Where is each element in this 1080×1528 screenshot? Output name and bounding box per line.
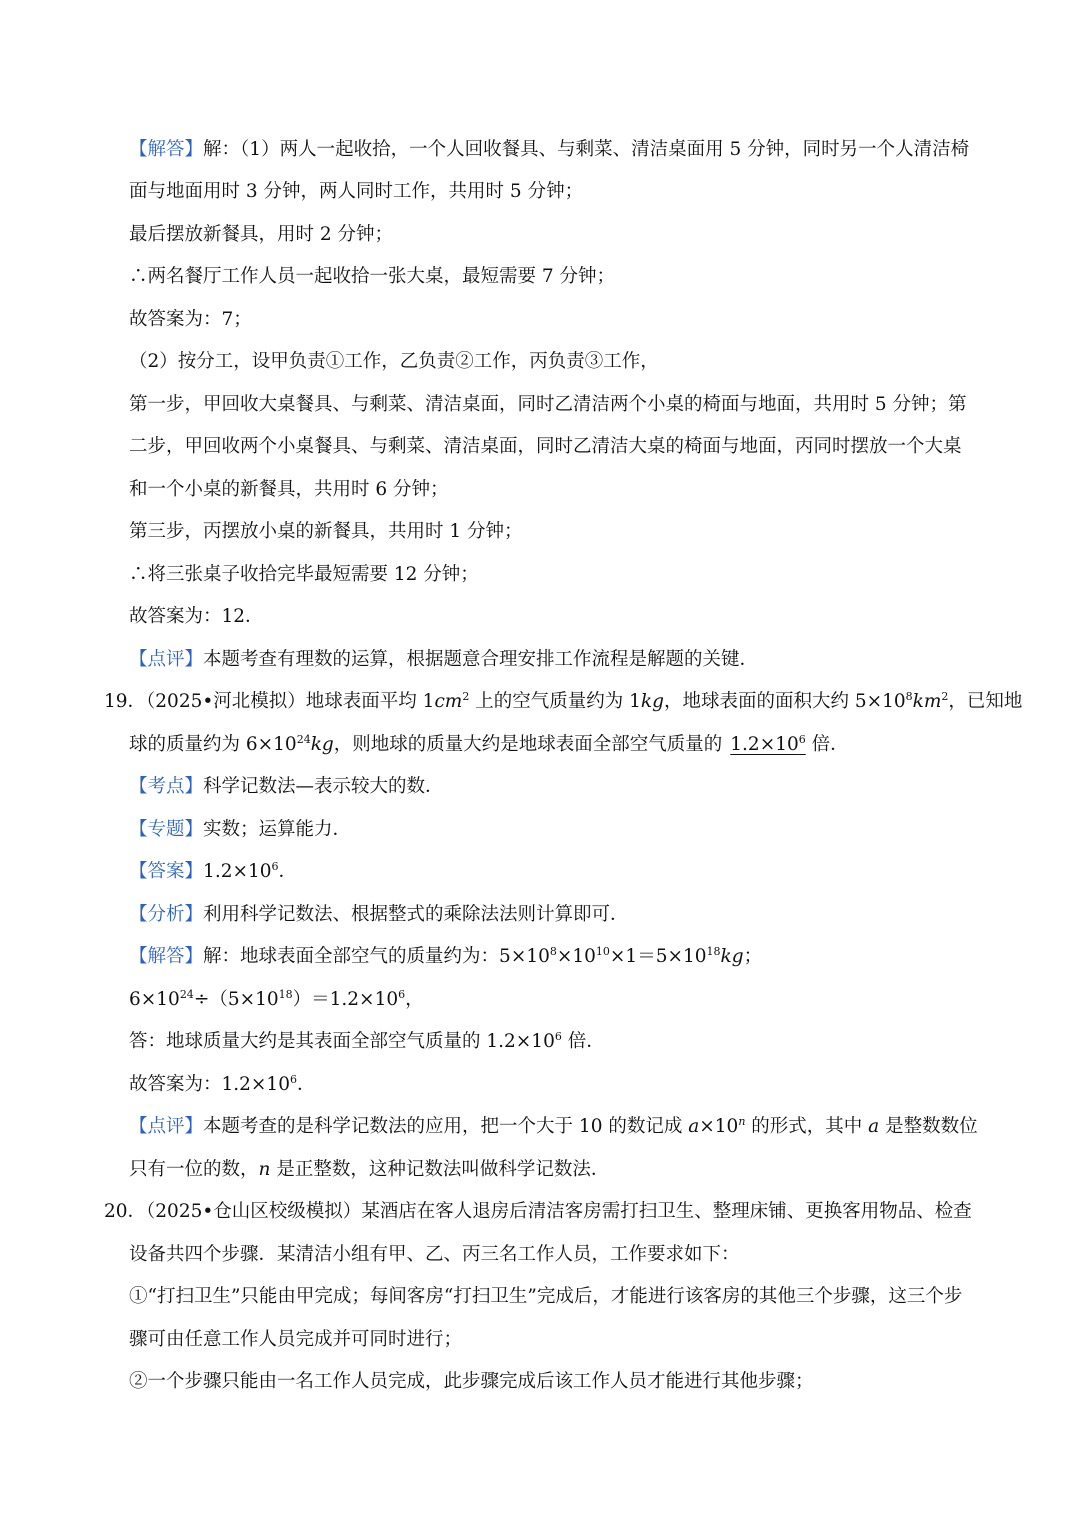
q18-solution-line-8: 二步，甲回收两个小桌餐具、与剩菜、清洁桌面，同时乙清洁大桌的椅面与地面，丙同时摆放一个大桌 [129, 436, 962, 457]
fenxi-tag: 【分析】 [129, 904, 204, 925]
q19-comment-line-1: 【点评】本题考查的是科学记数法的应用，把一个大于 10 的数记成 $a\times 10^n$ 的形式，其中 a 是整数数位 [129, 1115, 978, 1137]
q20-stem-line-1: 20．（2025•仓山区校级模拟）某酒店在客人退房后清洁客房需打扫卫生、整理床铺、更换客用物品、检查 [104, 1201, 972, 1222]
q19-zhuanti: 【专题】实数；运算能力． [129, 819, 352, 840]
q19-solution-line-1: 【解答】解：地球表面全部空气的质量约为：$5\times 10^8\times 10^{10}\times 1=5\times 10^{18}kg$； [129, 945, 763, 967]
jieda-tag: 【解答】 [129, 946, 204, 967]
q18-solution-line-6: （2）按分工，设甲负责①工作，乙负责②工作，丙负责③工作， [129, 351, 659, 372]
zhuanti-tag: 【专题】 [129, 819, 204, 840]
q18-solution-line-2: 面与地面用时 3 分钟，两人同时工作，共用时 5 分钟； [129, 181, 584, 202]
q20-stem-line-2: 设备共四个步骤．某清洁小组有甲、乙、丙三名工作人员，工作要求如下： [129, 1244, 740, 1265]
q18-solution-line-3: 最后摆放新餐具，用时 2 分钟； [129, 224, 394, 245]
dianping-tag: 【点评】 [129, 1116, 204, 1137]
q19-stem-line-2: 球的质量约为 $6\times 10^{24}kg$，则地球的质量大约是地球表面全部空气质量的 $1.2\times 10^6$ 倍． [129, 733, 849, 755]
dianping-tag: 【点评】 [129, 649, 204, 670]
kaodian-tag: 【考点】 [129, 776, 204, 797]
q18-answer-1: 故答案为：7； [129, 309, 252, 330]
q19-fenxi: 【分析】利用科学记数法、根据整式的乘除法法则计算即可． [129, 904, 629, 925]
q20-requirement-2: ②一个步骤只能由一名工作人员完成，此步骤完成后该工作人员才能进行其他步骤； [129, 1371, 814, 1392]
q18-answer-2: 故答案为：12． [129, 606, 264, 627]
q19-kaodian: 【考点】科学记数法—表示较大的数． [129, 776, 444, 797]
q19-solution-line-3: 答：地球质量大约是其表面全部空气质量的 $1.2\times 10^6$ 倍． [129, 1030, 605, 1052]
q18-solution-line-9: 和一个小桌的新餐具，共用时 6 分钟； [129, 479, 449, 500]
q19-comment-line-2: 只有一位的数，n 是正整数，这种记数法叫做科学记数法． [129, 1159, 610, 1180]
q20-requirement-1-cont: 骤可由任意工作人员完成并可同时进行； [129, 1329, 463, 1350]
daan-tag: 【答案】 [129, 861, 204, 882]
q19-answer-blank: $1.2\times 10^6$ [730, 733, 806, 755]
q19-daan: 【答案】$1.2\times 10^6$． [129, 860, 298, 882]
q18-solution-line-7: 第一步，甲回收大桌餐具、与剩菜、清洁桌面，同时乙清洁两个小桌的椅面与地面，共用时 5 分钟；第 [129, 394, 967, 415]
q18-solution-line-11: ∴将三张桌子收拾完毕最短需要 12 分钟； [129, 564, 479, 585]
jieda-tag: 【解答】 [129, 139, 204, 160]
q18-comment: 【点评】本题考查有理数的运算，根据题意合理安排工作流程是解题的关键． [129, 649, 759, 670]
q19-solution-line-2: $6\times 10^{24}\div(5\times 10^{18})=1.2\times 10^6$， [129, 988, 424, 1010]
q19-stem-line-1: 19．（2025•河北模拟）地球表面平均 $1cm^2$ 上的空气质量约为 1kg，地球表面的面积大约 $5\times 10^8km^2$，已知地 [104, 690, 1023, 712]
q18-solution-line-1: 【解答】解：（1）两人一起收拾，一个人回收餐具、与剩菜、清洁桌面用 5 分钟，同时另一个人清洁椅 [129, 139, 970, 160]
q18-solution-line-4: ∴两名餐厅工作人员一起收拾一张大桌，最短需要 7 分钟； [129, 266, 616, 287]
q18-solution-line-10: 第三步，丙摆放小桌的新餐具，共用时 1 分钟； [129, 521, 523, 542]
q20-requirement-1: ①“打扫卫生”只能由甲完成；每间客房“打扫卫生”完成后，才能进行该客房的其他三个步骤，这三个步 [129, 1286, 963, 1307]
q19-answer: 故答案为：$1.2\times 10^6$． [129, 1073, 316, 1095]
